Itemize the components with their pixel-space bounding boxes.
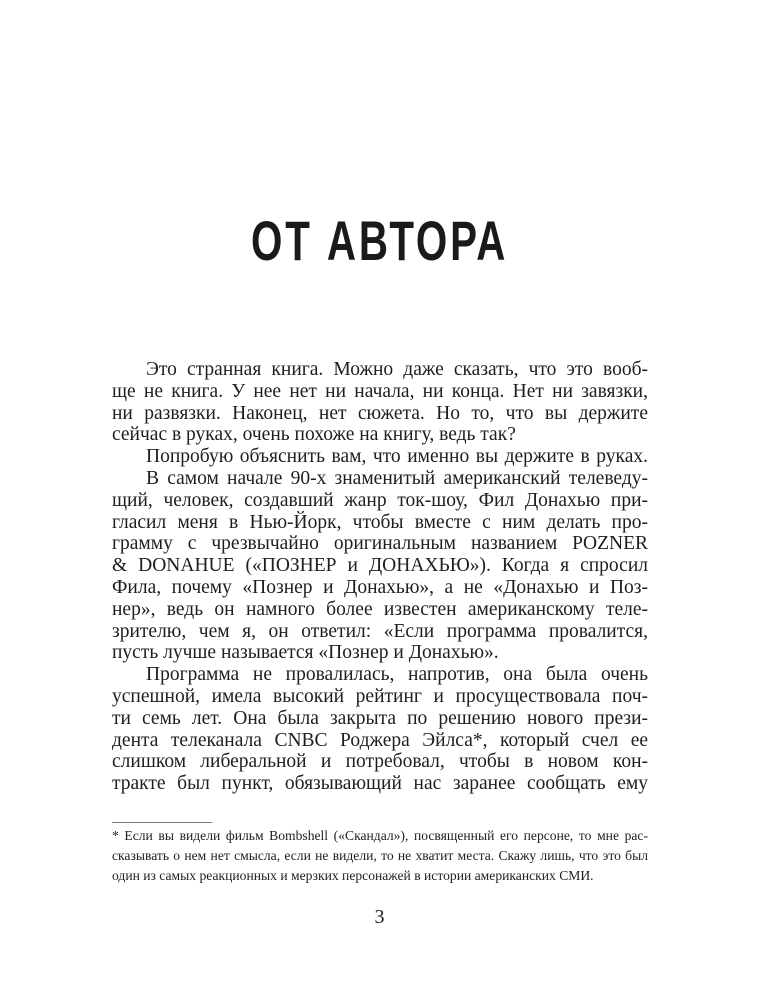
text-line: Фила, почему «Познер и Донахью», а не «Донахью и Поз- — [112, 576, 648, 598]
footnote-line: сказывать о нем нет смысла, если не видели, то не хватит места. Скажу лишь, что это был — [112, 848, 648, 863]
text-line: гласил меня в Нью-Йорк, чтобы вместе с ним делать про- — [112, 511, 648, 533]
text-line: щий, человек, создавший жанр ток-шоу, Фил Донахью при- — [112, 489, 648, 511]
footnote-line: * Если вы видели фильм Bombshell («Скандал»), посвященный его персоне, то мне рас- — [112, 828, 648, 843]
text-line: Программа не провалилась, напротив, она была очень — [146, 664, 648, 686]
page-number: 3 — [374, 906, 385, 928]
footnote — [112, 826, 648, 886]
text-line: Это странная книга. Можно даже сказать, что это вооб- — [146, 359, 648, 380]
chapter-title — [0, 208, 759, 273]
text-line: & DONAHUE («ПОЗНЕР и ДОНАХЬЮ»). Когда я спросил — [112, 555, 648, 577]
footnote-line: один из самых реакционных и мерзких персонажей в истории американских СМИ. — [112, 868, 594, 883]
text-line: пусть лучше называется «Познер и Донахью». — [112, 642, 499, 664]
text-line: ще не книга. У нее нет ни начала, ни конца. Нет ни завязки, — [112, 380, 648, 402]
chapter-title-text: ОТ АВТОРА — [250, 209, 509, 272]
text-line: В самом начале 90-х знаменитый американский телеведу- — [146, 467, 648, 489]
footnote-divider — [112, 822, 212, 823]
text-line: ти семь лет. Она была закрыта по решению нового прези- — [112, 707, 648, 729]
text-line: успешной, имела высокий рейтинг и просуществовала поч- — [112, 685, 648, 707]
text-line: слишком либеральной и потребовал, чтобы в новом кон- — [112, 751, 648, 773]
text-line: зрителю, чем я, он ответил: «Если программа провалится, — [112, 620, 648, 642]
body-text — [112, 359, 648, 795]
text-line: нер», ведь он намного более известен американскому теле- — [112, 598, 648, 620]
text-line: тракте был пункт, обязывающий нас заранее сообщать ему — [112, 773, 648, 795]
text-line: Попробую объяснить вам, что именно вы держите в руках. — [146, 446, 648, 468]
text-line: дента телеканала CNBC Роджера Эйлса*, который счел ее — [112, 729, 648, 751]
text-line: сейчас в руках, очень похоже на книгу, ведь так? — [112, 424, 516, 446]
text-line: грамму с чрезвычайно оригинальным названием POZNER — [112, 533, 648, 555]
text-line: ни развязки. Наконец, нет сюжета. Но то, что вы держите — [112, 402, 648, 424]
